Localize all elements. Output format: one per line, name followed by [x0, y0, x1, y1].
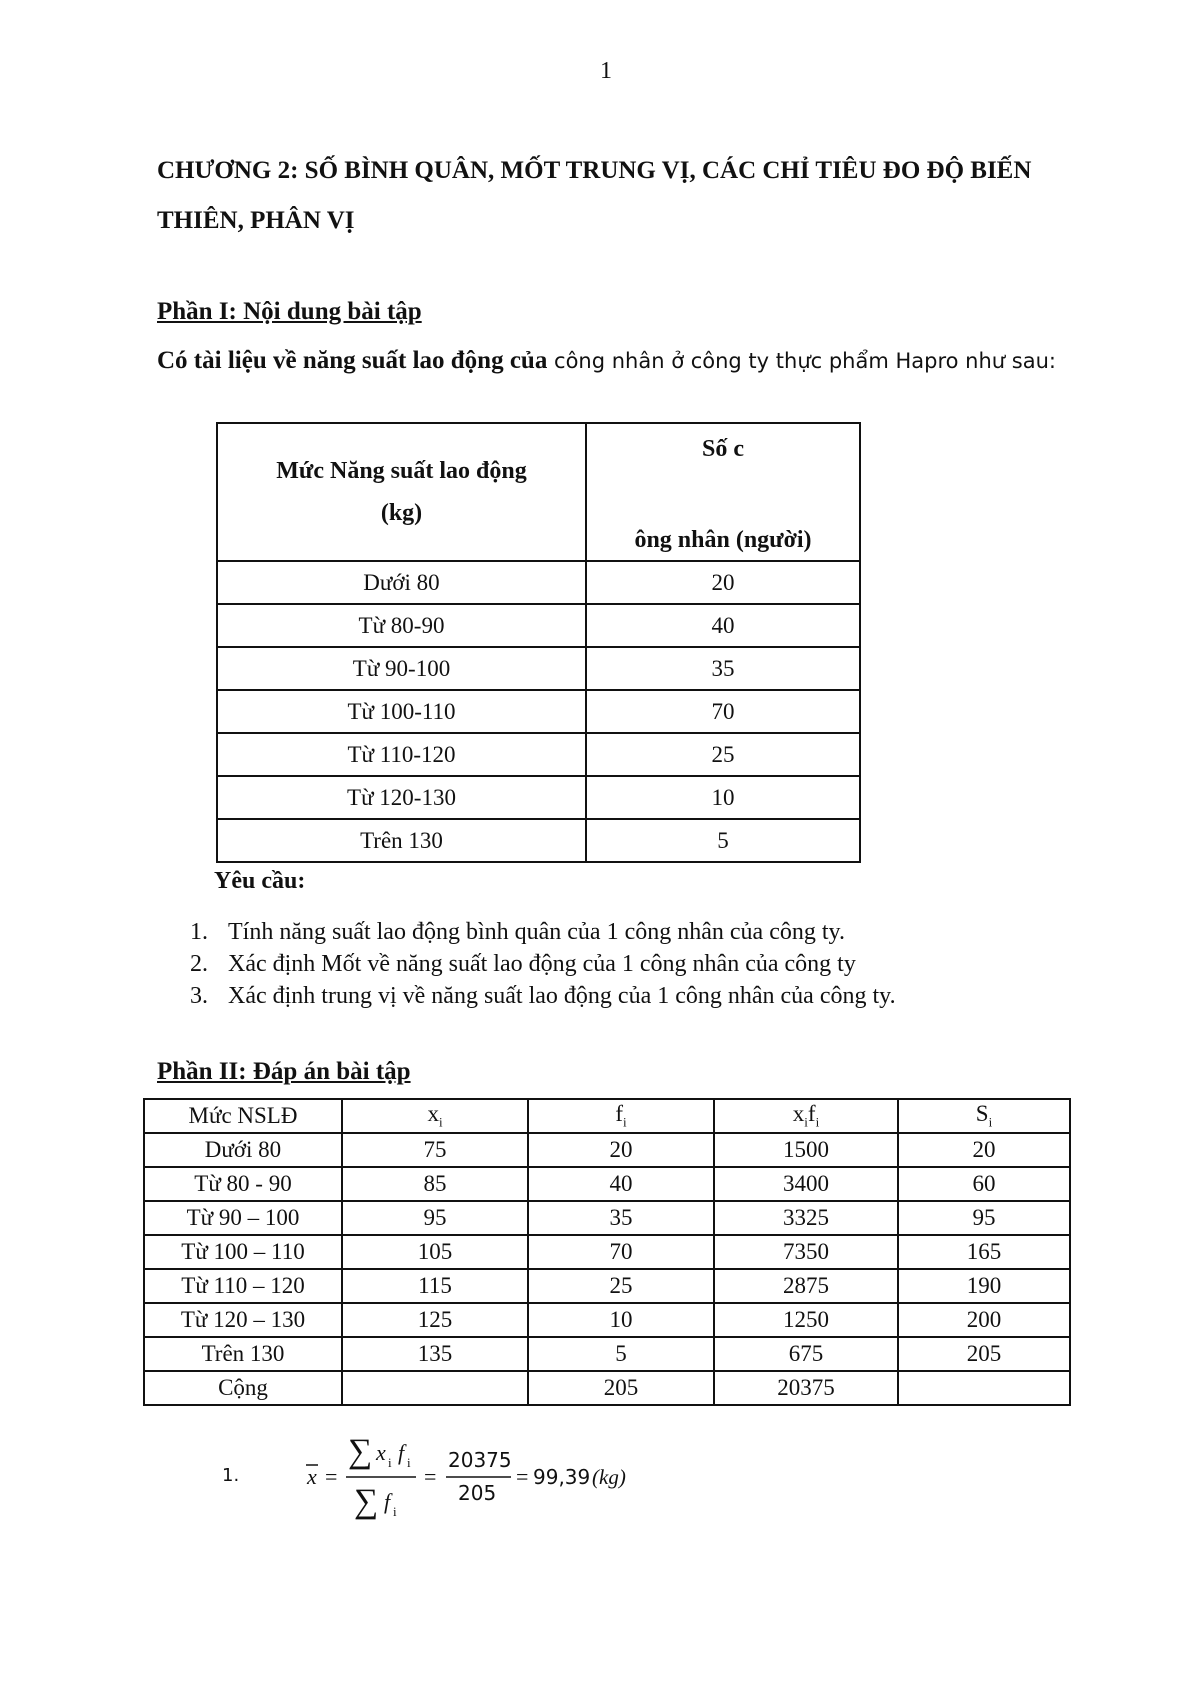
- formula-number: 1.: [222, 1465, 240, 1486]
- xifi-cell: 1500: [714, 1133, 898, 1167]
- si-cell: 165: [898, 1235, 1070, 1269]
- requirements-list: [190, 916, 896, 1012]
- xi-cell: 75: [342, 1133, 528, 1167]
- xi-cell: 85: [342, 1167, 528, 1201]
- header-count-line1: Số c: [702, 436, 744, 462]
- level-cell: Dưới 80: [144, 1133, 342, 1167]
- table-header-row: [217, 423, 860, 561]
- xifi-cell: 675: [714, 1337, 898, 1371]
- table-row: [144, 1269, 1070, 1303]
- num-f-sub: i: [407, 1455, 411, 1470]
- equals-1: =: [325, 1464, 338, 1489]
- den-f: f: [384, 1489, 391, 1514]
- table-row: [217, 604, 860, 647]
- table-row: [144, 1201, 1070, 1235]
- den-f-sub: i: [393, 1504, 397, 1519]
- xi-cell: 95: [342, 1201, 528, 1235]
- table-row: [144, 1371, 1070, 1405]
- list-item: [190, 980, 896, 1012]
- chapter-title: CHƯƠNG 2: SỐ BÌNH QUÂN, MỐT TRUNG VỊ, CÁC CHỈ TIÊU ĐO ĐỘ BIẾN THIÊN, PHÂN VỊ: [157, 157, 1032, 234]
- equals-2: =: [424, 1464, 437, 1489]
- count-cell: 25: [586, 733, 860, 776]
- item-text: Xác định Mốt về năng suất lao động của 1 công nhân của công ty: [228, 951, 856, 977]
- header-xifi-main2: f: [807, 1101, 816, 1127]
- level-cell: Từ 90 – 100: [144, 1201, 342, 1235]
- header-xifi-sub2: i: [815, 1114, 820, 1130]
- header-fi-main: f: [615, 1101, 624, 1127]
- header-xifi: [714, 1099, 898, 1133]
- num-x: x: [376, 1440, 386, 1465]
- table-row: [217, 776, 860, 819]
- num-f: f: [398, 1440, 405, 1465]
- header-si: [898, 1099, 1070, 1133]
- sum-sign-num: ∑: [348, 1433, 373, 1470]
- level-cell: Từ 120-130: [217, 776, 586, 819]
- header-si-main: S: [975, 1101, 989, 1127]
- header-xi: [342, 1099, 528, 1133]
- xi-cell: 115: [342, 1269, 528, 1303]
- xi-cell: 135: [342, 1337, 528, 1371]
- item-text: Xác định trung vị về năng suất lao động của 1 công nhân của công ty.: [228, 983, 896, 1009]
- count-cell: 40: [586, 604, 860, 647]
- equals-3: =: [516, 1464, 529, 1489]
- header-nsld-text: Mức NSLĐ: [188, 1103, 298, 1128]
- fi-cell: 5: [528, 1337, 714, 1371]
- level-cell: Từ 120 – 130: [144, 1303, 342, 1337]
- x-bar: x: [307, 1464, 317, 1489]
- intro-rest: công nhân ở công ty thực phẩm Hapro như sau:: [547, 349, 1056, 373]
- frac-denominator: 205: [458, 1481, 497, 1505]
- table-row: [144, 1303, 1070, 1337]
- result-unit: (kg): [592, 1465, 626, 1489]
- table-row: [144, 1133, 1070, 1167]
- table-row: [144, 1167, 1070, 1201]
- header-fi-sub: i: [623, 1114, 627, 1130]
- level-cell: Từ 100-110: [217, 690, 586, 733]
- level-cell: Cộng: [144, 1371, 342, 1405]
- si-cell: [898, 1371, 1070, 1405]
- table-row: [144, 1337, 1070, 1371]
- frac-numerator: 20375: [448, 1448, 512, 1472]
- header-xifi-sub: i: [804, 1114, 808, 1130]
- si-cell: 20: [898, 1133, 1070, 1167]
- level-cell: Từ 80 - 90: [144, 1167, 342, 1201]
- table-row: [217, 819, 860, 862]
- item-number: 1.: [190, 919, 208, 945]
- num-x-sub: i: [388, 1455, 392, 1470]
- count-cell: 5: [586, 819, 860, 862]
- level-cell: Từ 110-120: [217, 733, 586, 776]
- xifi-cell: 20375: [714, 1371, 898, 1405]
- answer-table: [143, 1098, 1071, 1406]
- fi-cell: 25: [528, 1269, 714, 1303]
- si-cell: 190: [898, 1269, 1070, 1303]
- count-cell: 35: [586, 647, 860, 690]
- xifi-cell: 7350: [714, 1235, 898, 1269]
- list-item: [190, 948, 896, 980]
- xifi-cell: 3325: [714, 1201, 898, 1235]
- si-cell: 60: [898, 1167, 1070, 1201]
- level-cell: Dưới 80: [217, 561, 586, 604]
- count-cell: 20: [586, 561, 860, 604]
- part2-heading: Phần II: Đáp án bài tập: [157, 1058, 411, 1085]
- count-cell: 10: [586, 776, 860, 819]
- item-text: Tính năng suất lao động bình quân của 1 công nhân của công ty.: [228, 919, 845, 945]
- si-cell: 205: [898, 1337, 1070, 1371]
- table-row: [144, 1235, 1070, 1269]
- requirements-title: Yêu cầu:: [214, 868, 306, 894]
- item-number: 3.: [190, 983, 208, 1009]
- fi-cell: 40: [528, 1167, 714, 1201]
- table-row: [217, 733, 860, 776]
- count-cell: 70: [586, 690, 860, 733]
- fi-cell: 205: [528, 1371, 714, 1405]
- item-number: 2.: [190, 951, 208, 977]
- page-number: 1: [600, 58, 612, 84]
- header-xi-sub: i: [438, 1114, 443, 1130]
- level-cell: Từ 90-100: [217, 647, 586, 690]
- list-item: [190, 916, 896, 948]
- intro-bold: Có tài liệu về năng suất lao động của: [157, 347, 548, 374]
- si-cell: 95: [898, 1201, 1070, 1235]
- productivity-table: [216, 422, 861, 863]
- header-xifi-main: x: [792, 1101, 805, 1127]
- answer-table-body: [144, 1133, 1070, 1405]
- fi-cell: 70: [528, 1235, 714, 1269]
- xi-cell: 125: [342, 1303, 528, 1337]
- header-xi-main: x: [427, 1101, 439, 1127]
- level-cell: Từ 110 – 120: [144, 1269, 342, 1303]
- xi-cell: 105: [342, 1235, 528, 1269]
- header-si-sub: i: [988, 1114, 993, 1130]
- answer-header-row: [144, 1099, 1070, 1133]
- level-cell: Từ 80-90: [217, 604, 586, 647]
- intro-paragraph: [157, 344, 1077, 378]
- fi-cell: 20: [528, 1133, 714, 1167]
- header-level-line1: Mức Năng suất lao động: [276, 458, 527, 484]
- xifi-cell: 2875: [714, 1269, 898, 1303]
- table-row: [217, 690, 860, 733]
- xifi-cell: 1250: [714, 1303, 898, 1337]
- table-row: [217, 561, 860, 604]
- fi-cell: 35: [528, 1201, 714, 1235]
- header-level: [217, 423, 586, 561]
- sum-sign-den: ∑: [354, 1483, 379, 1520]
- header-count: [586, 423, 860, 561]
- table-row: [217, 647, 860, 690]
- xi-cell: [342, 1371, 528, 1405]
- header-fi: [528, 1099, 714, 1133]
- header-nsld: [144, 1099, 342, 1133]
- fi-cell: 10: [528, 1303, 714, 1337]
- si-cell: 200: [898, 1303, 1070, 1337]
- result-value: 99,39: [533, 1465, 591, 1489]
- level-cell: Trên 130: [217, 819, 586, 862]
- header-level-line2: (kg): [380, 500, 423, 526]
- level-cell: Từ 100 – 110: [144, 1235, 342, 1269]
- header-count-line2: ông nhân (người): [634, 527, 812, 553]
- xifi-cell: 3400: [714, 1167, 898, 1201]
- level-cell: Trên 130: [144, 1337, 342, 1371]
- part1-heading: Phần I: Nội dung bài tập: [157, 298, 422, 325]
